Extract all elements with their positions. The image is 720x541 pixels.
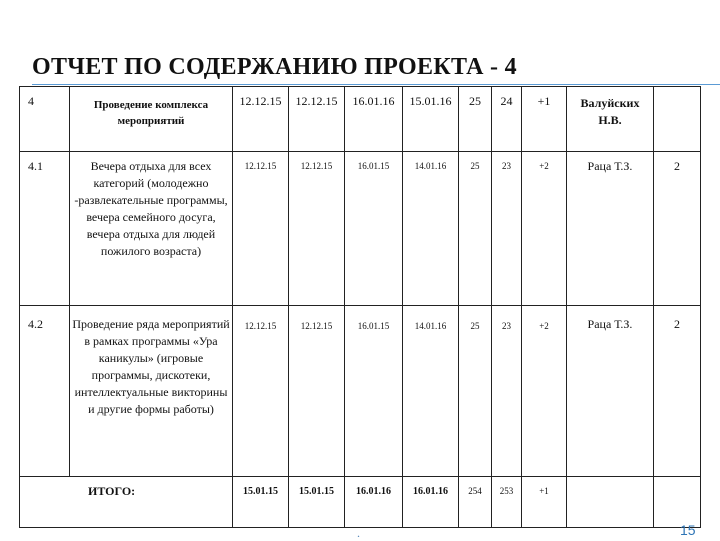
value-cell: 24 (492, 87, 522, 152)
total-label: ИТОГО: (20, 477, 233, 528)
value-cell: 253 (492, 477, 522, 528)
date-cell: 14.01.16 (403, 306, 459, 477)
date-cell: 12.12.15 (233, 87, 289, 152)
date-cell: 12.12.15 (233, 152, 289, 306)
value-cell: 25 (459, 87, 492, 152)
difference-cell: +1 (522, 87, 567, 152)
date-cell: 12.12.15 (289, 152, 345, 306)
project-content-table (19, 86, 701, 528)
row-number: 4.2 (20, 306, 70, 477)
value-cell: 25 (459, 152, 492, 306)
activity-name: Вечера отдыха для всех категорий (молодежно -развлекательные программы, вечера семейного досуга, вечера отдыха для людей пожилого возраста) (70, 152, 233, 306)
date-cell: 12.12.15 (289, 306, 345, 477)
date-cell: 16.01.16 (403, 477, 459, 528)
date-cell: 15.01.16 (403, 87, 459, 152)
table-row (20, 306, 701, 477)
responsible-person: Валуйских Н.В. (567, 87, 654, 152)
date-cell: 15.01.15 (289, 477, 345, 528)
title-underline (32, 84, 720, 85)
difference-cell: +2 (522, 306, 567, 477)
date-cell: 15.01.15 (233, 477, 289, 528)
date-cell: 16.01.15 (345, 306, 403, 477)
date-cell: 12.12.15 (233, 306, 289, 477)
responsible-person (567, 477, 654, 528)
row-number: 4.1 (20, 152, 70, 306)
responsible-person: Раца Т.З. (567, 152, 654, 306)
score-cell (654, 477, 701, 528)
date-cell: 16.01.16 (345, 87, 403, 152)
difference-cell: +1 (522, 477, 567, 528)
date-cell: 14.01.16 (403, 152, 459, 306)
page-number: 15 (680, 522, 696, 538)
score-cell: 2 (654, 306, 701, 477)
date-cell: 12.12.15 (289, 87, 345, 152)
total-row (20, 477, 701, 528)
score-cell (654, 87, 701, 152)
activity-name: Проведение комплекса мероприятий (70, 87, 233, 152)
page-title: ОТЧЕТ ПО СОДЕРЖАНИЮ ПРОЕКТА - 4 (32, 54, 517, 80)
date-cell: 16.01.16 (345, 477, 403, 528)
table-row (20, 152, 701, 306)
value-cell: 23 (492, 306, 522, 477)
value-cell: 23 (492, 152, 522, 306)
date-cell: 16.01.15 (345, 152, 403, 306)
row-number: 4 (20, 87, 70, 152)
difference-cell: +2 (522, 152, 567, 306)
responsible-person: Раца Т.З. (567, 306, 654, 477)
activity-name: Проведение ряда мероприятий в рамках программы «Ура каникулы» (игровые программы, дискотеки, интеллектуальные викторины и другие формы работы) (70, 306, 233, 477)
table-row (20, 87, 701, 152)
value-cell: 254 (459, 477, 492, 528)
footer-dot: . (357, 526, 360, 540)
value-cell: 25 (459, 306, 492, 477)
score-cell: 2 (654, 152, 701, 306)
